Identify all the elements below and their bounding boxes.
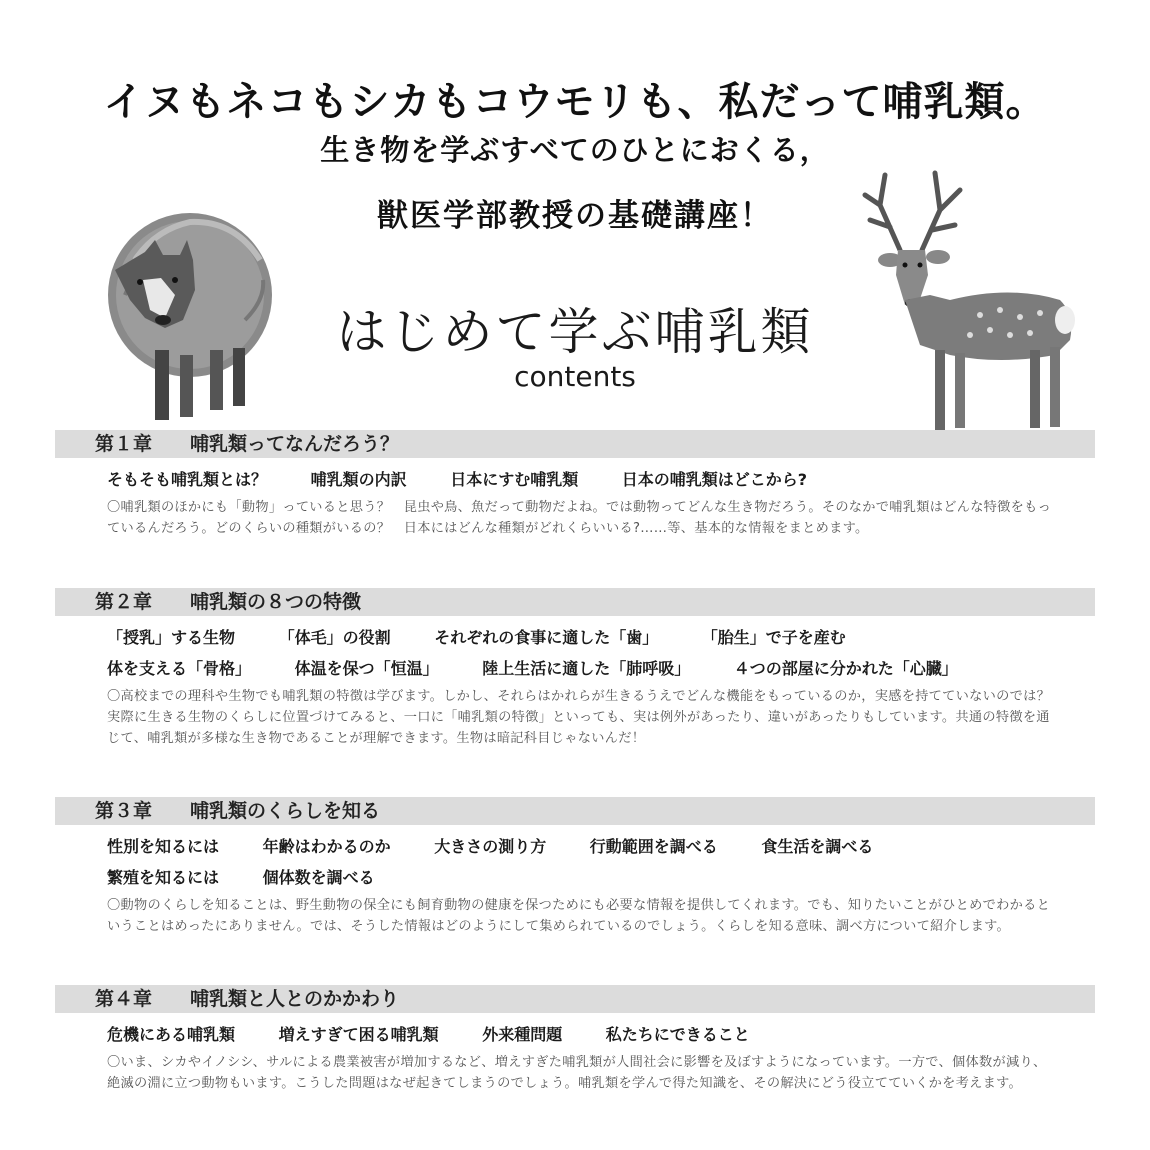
chapter-number: 第４章 [95,988,153,1010]
topic-row [107,862,1095,893]
topic: 「体毛」の役割 [278,628,391,647]
topic: 食生活を調べる [761,837,874,856]
topic: 日本の哺乳類はどこから? [621,470,808,489]
chapter-title: 哺乳類ってなんだろう？ [190,433,400,455]
topic: 「授乳」する生物 [107,628,236,647]
chapter-heading [55,797,1095,825]
topic: 増えすぎて困る哺乳類 [278,1025,439,1044]
topic: 個体数を調べる [262,868,375,887]
chapter-4 [55,985,1095,1094]
chapter-title: 哺乳類の８つの特徴 [190,591,362,613]
contents-label: contents [514,360,636,393]
chapter-description: 〇いま、シカやイノシシ、サルによる農業被害が増加するなど、増えすぎた哺乳類が人間社会に影響を及ぼすようになっています。一方で、個体数が減り、絶滅の淵に立つ動物もいます。こうした問題はなぜ起きてしまうのでしょう。哺乳類を学んで得た知識を、その解決にどう役立てていくかを考えます。 [107,1055,1047,1091]
topic: 体温を保つ「恒温」 [294,659,439,678]
topic: 行動範囲を調べる [589,837,718,856]
topic-row [107,622,1095,653]
headline-sub: 生き物を学ぶすべてのひとにおくる， [320,133,830,167]
book-title: はじめて学ぶ哺乳類 [336,303,814,361]
topic-row [107,1019,1095,1050]
topic-row [107,464,1095,495]
chapter-2 [55,588,1095,749]
topic: 陸上生活に適した「肺呼吸」 [482,659,691,678]
chapter-heading [55,588,1095,616]
chapter-title: 哺乳類のくらしを知る [190,800,381,822]
chapter-3 [55,797,1095,937]
topic: 体を支える「骨格」 [107,659,252,678]
topic: 日本にすむ哺乳類 [450,470,579,489]
topic: 危機にある哺乳類 [107,1025,236,1044]
topic: 繁殖を知るには [107,868,220,887]
chapter-description: 〇高校までの理科や生物でも哺乳類の特徴は学びます。しかし、それらはかれらが生きるうえでどんな機能をもっているのか，実感を持てていないのでは？ 実際に生きる生物のくらしに位置づけてみると、一口に「哺乳類の特徴」といっても、実は例外があったり、違いがあったりもしています。共通の特徴を通じて、哺乳類が多様な生き物であることが理解できます。生物は暗記科目じゃないんだ！ [107,689,1064,746]
chapter-number: 第２章 [95,591,153,613]
chapter-heading [55,985,1095,1013]
topic-row [107,653,1095,684]
topic-list [107,464,1095,495]
chapter-description: 〇哺乳類のほかにも「動物」っていると思う？ 昆虫や鳥、魚だって動物だよね。では動物ってどんな生き物だろう。そのなかで哺乳類はどんな特徴をもっているんだろう。どのくらいの種類がいるの？ 日本にはどんな種類がどれくらいいる?……等、基本的な情報をまとめます。 [107,500,1052,536]
chapter-title: 哺乳類と人とのかかわり [190,988,400,1010]
topic: そもそも哺乳類とは？ [107,470,268,489]
topic: それぞれの食事に適した「歯」 [434,628,659,647]
topic: 哺乳類の内訳 [310,470,407,489]
chapter-description: 〇動物のくらしを知ることは、野生動物の保全にも飼育動物の健康を保つためにも必要な情報を提供してくれます。でも、知りたいことがひとめでわかるということはめったにありません。では、そうした情報はどのようにして集められているのでしょう。くらしを知る意味、調べ方について紹介します。 [107,898,1051,934]
chapter-heading [55,430,1095,458]
topic-list [107,1019,1095,1050]
topic-list [107,831,1095,893]
topic: ４つの部屋に分かれた「心臓」 [733,659,958,678]
topic: 私たちにできること [605,1025,750,1044]
chapter-1 [55,430,1095,539]
topic: 性別を知るには [107,837,220,856]
topic-row [107,831,1095,862]
topic: 年齢はわかるのか [262,837,391,856]
topic: 大きさの測り方 [434,837,547,856]
topic: 「胎生」で子を産む [701,628,846,647]
topic: 外来種問題 [482,1025,563,1044]
topic-list [107,622,1095,684]
headline-main: イヌもネコもシカもコウモリも、私だって哺乳類。 [103,79,1047,125]
chapter-number: 第３章 [95,800,153,822]
chapter-number: 第１章 [95,433,153,455]
headline-lecture: 獣医学部教授の基礎講座！ [377,198,773,234]
